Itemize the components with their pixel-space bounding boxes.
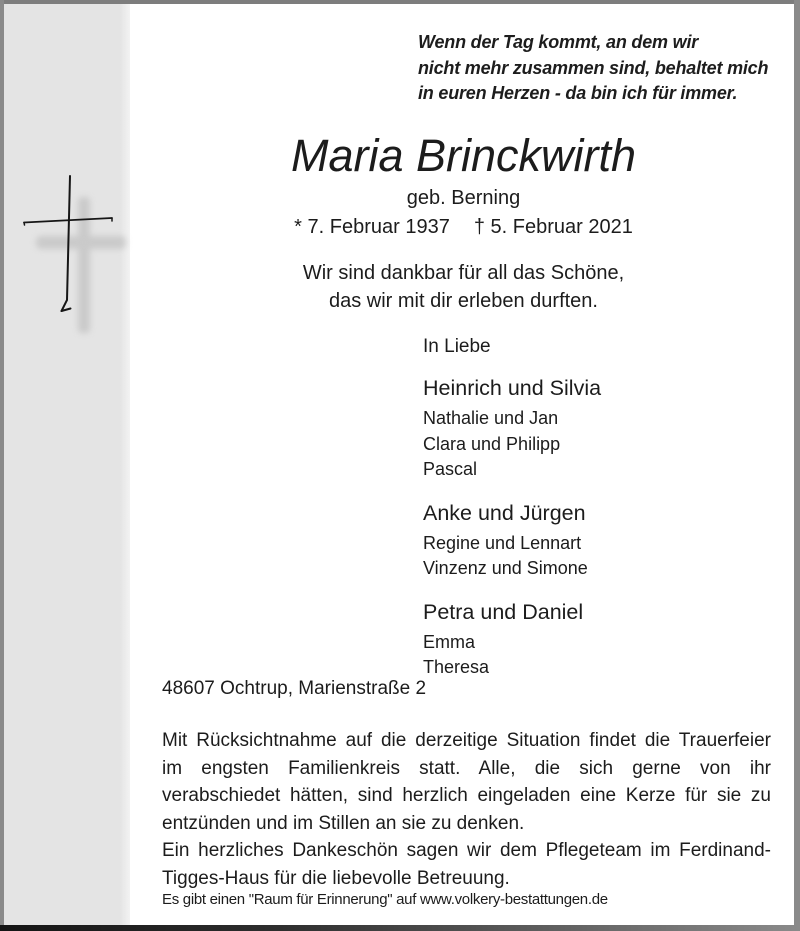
family-group bbox=[423, 599, 601, 681]
quote-line: nicht mehr zusammen sind, behaltet mich bbox=[418, 57, 769, 78]
family-head: Petra und Daniel bbox=[423, 599, 584, 624]
family-member: Nathalie und Jan bbox=[423, 408, 559, 428]
gratitude-line: Wir sind dankbar für all das Schöne, bbox=[302, 262, 625, 284]
paragraph-line: Mit Rücksichtnahme auf die derzeitige Situation findet die Trauerfeier bbox=[162, 730, 771, 751]
cross-icon bbox=[4, 154, 139, 389]
frame-right-border bbox=[794, 0, 800, 931]
paragraph-line: im engsten Familienkreis statt. Alle, die sich gerne von ihr bbox=[162, 757, 771, 779]
address-line: 48607 Ochtrup, Marienstraße 2 bbox=[162, 678, 427, 699]
life-dates bbox=[133, 216, 794, 239]
family-head: Heinrich und Silvia bbox=[423, 376, 602, 400]
frame-bottom-border bbox=[0, 925, 800, 931]
paragraph-line: Ein herzliches Dankeschön sagen wir dem Pflegeteam im Ferdinand- bbox=[162, 840, 771, 861]
thanks-paragraph bbox=[162, 837, 771, 892]
family-member: Theresa bbox=[423, 657, 490, 677]
maiden-name: geb. Berning bbox=[406, 187, 521, 209]
gratitude-text bbox=[133, 259, 794, 315]
family-member: Clara und Philipp bbox=[423, 433, 561, 454]
gratitude-line: das wir mit dir erleben durften. bbox=[328, 290, 598, 312]
paragraph-line: verabschiedet hätten, sind herzlich eingeladen eine Kerze für sie zu bbox=[162, 785, 771, 806]
family-head: Anke und Jürgen bbox=[423, 500, 586, 525]
memorial-website-note: Es gibt einen "Raum für Erinnerung" auf www.volkery-bestattungen.de bbox=[162, 891, 608, 908]
death-date: † 5. Februar 2021 bbox=[473, 216, 633, 238]
funeral-notice-paragraph bbox=[162, 727, 771, 837]
deceased-name: Maria Brinckwirth bbox=[290, 130, 637, 181]
family-member: Regine und Lennart bbox=[423, 532, 582, 553]
quote-line: in euren Herzen - da bin ich für immer. bbox=[418, 83, 738, 103]
sidebar-band bbox=[4, 4, 130, 925]
family-group bbox=[423, 375, 601, 483]
birth-date: * 7. Februar 1937 bbox=[294, 216, 450, 238]
quote-line: Wenn der Tag kommt, an dem wir bbox=[418, 32, 699, 52]
family-member: Emma bbox=[423, 631, 476, 652]
closing-phrase: In Liebe bbox=[423, 336, 491, 357]
mourners-list bbox=[423, 336, 601, 681]
family-group bbox=[423, 500, 601, 582]
family-member: Vinzenz und Simone bbox=[423, 558, 588, 578]
memorial-quote bbox=[418, 30, 768, 107]
family-member: Pascal bbox=[423, 459, 478, 479]
paragraph-line: Tigges-Haus für die liebevolle Betreuung. bbox=[162, 867, 510, 889]
paragraph-line: entzünden und im Stillen an sie zu denken. bbox=[162, 812, 525, 834]
